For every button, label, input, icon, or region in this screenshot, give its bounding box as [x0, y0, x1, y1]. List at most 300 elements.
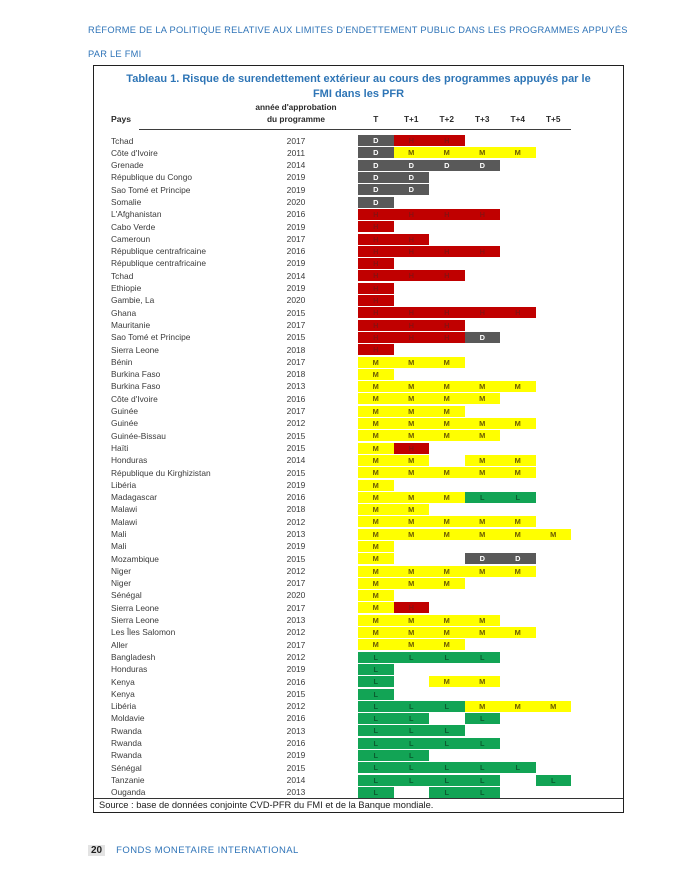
table-row [94, 344, 623, 356]
risk-cell-h: H [429, 307, 465, 318]
risk-cell-h: H [465, 307, 501, 318]
table-row [94, 626, 623, 638]
risk-cell-m: M [358, 430, 394, 441]
table-row [94, 171, 623, 183]
risk-cell-m: M [358, 553, 394, 564]
risk-cell-h: H [358, 221, 394, 232]
table-row [94, 368, 623, 380]
risk-cell-l: L [394, 713, 430, 724]
risk-cell-m: M [465, 516, 501, 527]
risk-cell-m: M [429, 516, 465, 527]
table-row [94, 356, 623, 368]
running-header-line1: RÉFORME DE LA POLITIQUE RELATIVE AUX LIMITES D'ENDETTEMENT PUBLIC DANS LES PROGRAMMES APPUYÉS [88, 25, 628, 35]
risk-cell-m: M [429, 492, 465, 503]
table-row [94, 725, 623, 737]
risk-cell-m: M [394, 492, 430, 503]
program-year: 2016 [286, 246, 306, 257]
risk-cell-d: D [394, 184, 430, 195]
table-row [94, 270, 623, 282]
risk-cell-m: M [465, 455, 501, 466]
table-row [94, 184, 623, 196]
risk-cell-m: M [358, 418, 394, 429]
country-label: Rwanda [111, 725, 142, 736]
risk-cell-l: L [394, 738, 430, 749]
risk-cell-l: L [429, 775, 465, 786]
risk-cell-m: M [358, 480, 394, 491]
risk-cell-l: L [358, 713, 394, 724]
risk-cell-h: H [358, 283, 394, 294]
country-label: Malawi [111, 504, 138, 515]
risk-cell-d: D [358, 160, 394, 171]
risk-cell-d: D [394, 160, 430, 171]
risk-cell-h: H [358, 320, 394, 331]
risk-cell-d: D [358, 172, 394, 183]
country-label: Tchad [111, 135, 134, 146]
risk-cell-m: M [500, 147, 536, 158]
country-label: République du Kirghizistan [111, 467, 211, 478]
risk-cell-d: D [394, 172, 430, 183]
risk-cell-m: M [358, 406, 394, 417]
col-header-t: T [373, 114, 379, 124]
risk-cell-h: H [394, 320, 430, 331]
program-year: 2017 [286, 319, 306, 330]
risk-cell-d: D [358, 147, 394, 158]
risk-cell-m: M [536, 701, 572, 712]
program-year: 2014 [286, 774, 306, 785]
risk-cell-l: L [358, 664, 394, 675]
country-label: Tanzanie [111, 774, 145, 785]
program-year: 2012 [286, 516, 306, 527]
country-label: Malawi [111, 516, 138, 527]
risk-cell-d: D [465, 332, 501, 343]
risk-cell-m: M [465, 615, 501, 626]
table-row [94, 467, 623, 479]
program-year: 2016 [286, 492, 306, 503]
country-label: Sierra Leone [111, 615, 159, 626]
risk-cell-m: M [394, 357, 430, 368]
country-label: Cameroun [111, 233, 151, 244]
risk-cell-l: L [465, 787, 501, 798]
program-year: 2013 [286, 787, 306, 798]
risk-cell-m: M [500, 455, 536, 466]
risk-cell-m: M [429, 381, 465, 392]
col-header-tplus4: T+4 [510, 114, 526, 124]
program-year: 2013 [286, 615, 306, 626]
program-year: 2020 [286, 295, 306, 306]
program-year: 2017 [286, 578, 306, 589]
program-year: 2014 [286, 160, 306, 171]
table-row [94, 393, 623, 405]
country-label: Sierra Leone [111, 344, 159, 355]
country-label: Sénégal [111, 590, 142, 601]
risk-cell-m: M [500, 701, 536, 712]
risk-cell-m: M [394, 418, 430, 429]
col-header-tplus1: T+1 [403, 114, 419, 124]
risk-cell-m: M [429, 357, 465, 368]
table-row [94, 614, 623, 626]
risk-cell-m: M [394, 504, 430, 515]
risk-cell-m: M [394, 430, 430, 441]
table-row [94, 159, 623, 171]
country-label: Gambie, La [111, 295, 155, 306]
risk-cell-l: L [358, 701, 394, 712]
country-label: République centrafricaine [111, 246, 206, 257]
risk-cell-m: M [394, 381, 430, 392]
program-year: 2012 [286, 701, 306, 712]
program-year: 2019 [286, 258, 306, 269]
risk-cell-h: H [394, 209, 430, 220]
risk-cell-m: M [465, 147, 501, 158]
program-year: 2015 [286, 553, 306, 564]
table-row [94, 663, 623, 675]
risk-cell-l: L [500, 762, 536, 773]
risk-cell-m: M [358, 492, 394, 503]
country-label: Mozambique [111, 553, 159, 564]
col-header-tplus2: T+2 [439, 114, 455, 124]
risk-cell-m: M [358, 615, 394, 626]
table-row [94, 516, 623, 528]
risk-cell-h: H [394, 270, 430, 281]
program-year: 2013 [286, 381, 306, 392]
country-label: Sao Tomé et Principe [111, 332, 191, 343]
country-label: Honduras [111, 455, 148, 466]
risk-cell-h: H [358, 270, 394, 281]
table-row [94, 135, 623, 147]
risk-cell-m: M [358, 381, 394, 392]
risk-cell-h: H [394, 135, 430, 146]
risk-cell-m: M [358, 516, 394, 527]
risk-cell-l: L [465, 762, 501, 773]
risk-cell-l: L [429, 701, 465, 712]
running-header [88, 18, 628, 66]
risk-cell-d: D [500, 553, 536, 564]
risk-cell-h: H [358, 246, 394, 257]
country-label: Côte d'Ivoire [111, 147, 158, 158]
risk-cell-m: M [465, 381, 501, 392]
table-row [94, 688, 623, 700]
table-title [94, 72, 623, 102]
program-year: 2017 [286, 356, 306, 367]
risk-cell-l: L [358, 762, 394, 773]
country-label: Burkina Faso [111, 369, 161, 380]
risk-cell-h: H [429, 332, 465, 343]
table-row [94, 479, 623, 491]
risk-cell-m: M [429, 393, 465, 404]
period-headers [94, 114, 623, 126]
running-header-line2: PAR LE FMI [88, 49, 142, 59]
country-label: Mali [111, 529, 127, 539]
program-year: 2013 [286, 529, 306, 539]
country-label: Kenya [111, 676, 135, 687]
page-footer [88, 845, 299, 856]
country-label: L'Afghanistan [111, 209, 162, 220]
program-year: 2019 [286, 221, 306, 232]
risk-cell-d: D [358, 184, 394, 195]
country-label: Sao Tomé et Principe [111, 184, 191, 195]
risk-cell-h: H [500, 307, 536, 318]
risk-cell-h: H [358, 209, 394, 220]
risk-cell-h: H [465, 209, 501, 220]
table-row [94, 319, 623, 331]
program-year: 2019 [286, 541, 306, 552]
country-label: Tchad [111, 270, 134, 281]
risk-cell-h: H [358, 344, 394, 355]
country-label: Grenade [111, 160, 144, 171]
risk-cell-m: M [394, 578, 430, 589]
table-row [94, 208, 623, 220]
program-year: 2012 [286, 565, 306, 576]
country-label: Rwanda [111, 750, 142, 761]
table-row [94, 245, 623, 257]
risk-cell-m: M [429, 529, 465, 540]
risk-cell-m: M [536, 529, 572, 540]
country-label: Niger [111, 565, 132, 576]
table-row [94, 331, 623, 343]
risk-cell-m: M [429, 578, 465, 589]
risk-cell-h: H [358, 332, 394, 343]
program-year: 2019 [286, 172, 306, 183]
col-header-pays: Pays [111, 114, 132, 124]
risk-cell-l: L [394, 750, 430, 761]
risk-cell-l: L [358, 787, 394, 798]
col-header-tplus3: T+3 [474, 114, 490, 124]
country-label: Sierra Leone [111, 602, 159, 613]
risk-cell-l: L [394, 701, 430, 712]
risk-cell-l: L [358, 689, 394, 700]
risk-cell-m: M [465, 676, 501, 687]
risk-cell-m: M [358, 578, 394, 589]
program-year: 2015 [286, 688, 306, 699]
risk-cell-l: L [358, 676, 394, 687]
risk-cell-l: L [358, 750, 394, 761]
program-year: 2014 [286, 455, 306, 466]
program-year: 2017 [286, 602, 306, 613]
table-rows [94, 135, 623, 799]
country-label: Ouganda [111, 787, 146, 798]
risk-cell-m: M [429, 566, 465, 577]
risk-cell-h: H [429, 135, 465, 146]
risk-cell-l: L [394, 725, 430, 736]
program-year: 2019 [286, 184, 306, 195]
country-label: Les Îles Salomon [111, 627, 176, 638]
risk-cell-m: M [500, 529, 536, 540]
risk-cell-h: H [429, 246, 465, 257]
table-row [94, 639, 623, 651]
col-header-annee-line2: du programme [266, 113, 326, 124]
risk-cell-h: H [394, 602, 430, 613]
program-year: 2015 [286, 332, 306, 343]
risk-cell-l: L [465, 652, 501, 663]
program-year: 2019 [286, 479, 306, 490]
table-row [94, 503, 623, 515]
risk-cell-m: M [465, 393, 501, 404]
risk-cell-m: M [429, 418, 465, 429]
table-row [94, 553, 623, 565]
table-title-line1: Tableau 1. Risque de surendettement extérieur au cours des programmes appuyés par le [126, 73, 591, 85]
risk-cell-m: M [429, 639, 465, 650]
risk-cell-m: M [465, 467, 501, 478]
risk-cell-m: M [358, 602, 394, 613]
table-row [94, 221, 623, 233]
risk-cell-m: M [429, 430, 465, 441]
risk-cell-m: M [465, 627, 501, 638]
program-year: 2018 [286, 369, 306, 380]
table-1-box [93, 65, 624, 813]
risk-cell-m: M [429, 147, 465, 158]
table-row [94, 196, 623, 208]
program-year: 2011 [286, 147, 305, 158]
risk-cell-h: H [429, 270, 465, 281]
risk-cell-l: L [500, 492, 536, 503]
risk-cell-l: L [429, 762, 465, 773]
risk-cell-m: M [465, 418, 501, 429]
country-label: Moldavie [111, 713, 145, 724]
table-row [94, 749, 623, 761]
table-row [94, 774, 623, 786]
program-year: 2017 [286, 639, 306, 650]
table-row [94, 294, 623, 306]
risk-cell-d: D [358, 197, 394, 208]
risk-cell-m: M [394, 467, 430, 478]
risk-cell-h: H [394, 234, 430, 245]
country-label: Honduras [111, 664, 148, 675]
country-label: Libéria [111, 479, 137, 490]
program-year: 2016 [286, 676, 306, 687]
risk-cell-m: M [358, 529, 394, 540]
country-label: Madagascar [111, 492, 158, 503]
page-number: 20 [88, 845, 105, 856]
table-row [94, 712, 623, 724]
country-label: Mali [111, 541, 127, 552]
risk-cell-m: M [394, 566, 430, 577]
table-row [94, 417, 623, 429]
table-row [94, 282, 623, 294]
country-label: Guinée-Bissau [111, 430, 166, 441]
program-year: 2015 [286, 442, 306, 453]
table-row [94, 602, 623, 614]
risk-cell-l: L [394, 775, 430, 786]
risk-cell-m: M [394, 455, 430, 466]
program-year: 2016 [286, 209, 306, 220]
country-label: Burkina Faso [111, 381, 161, 392]
country-label: République centrafricaine [111, 258, 206, 269]
program-year: 2017 [286, 233, 306, 244]
risk-cell-m: M [500, 566, 536, 577]
risk-cell-m: M [500, 516, 536, 527]
publisher-label: FONDS MONETAIRE INTERNATIONAL [116, 845, 299, 856]
country-label: Bangladesh [111, 651, 156, 662]
risk-cell-l: L [358, 738, 394, 749]
table-row [94, 257, 623, 269]
risk-cell-m: M [394, 639, 430, 650]
table-row [94, 307, 623, 319]
program-year: 2019 [286, 664, 306, 675]
table-row [94, 540, 623, 552]
table-row [94, 589, 623, 601]
program-year: 2018 [286, 504, 306, 515]
risk-cell-m: M [465, 566, 501, 577]
country-label: Aller [111, 639, 128, 650]
risk-cell-m: M [429, 627, 465, 638]
risk-cell-m: M [429, 467, 465, 478]
risk-cell-l: L [358, 775, 394, 786]
table-row [94, 233, 623, 245]
program-year: 2017 [286, 406, 306, 417]
country-label: Guinée [111, 418, 139, 429]
country-label: Guinée [111, 406, 139, 417]
risk-cell-l: L [465, 713, 501, 724]
risk-cell-m: M [358, 504, 394, 515]
risk-cell-l: L [536, 775, 572, 786]
risk-cell-m: M [394, 147, 430, 158]
risk-cell-m: M [358, 443, 394, 454]
risk-cell-h: H [358, 258, 394, 269]
country-label: Ethiopie [111, 283, 142, 294]
risk-cell-m: M [394, 516, 430, 527]
program-year: 2020 [286, 590, 306, 601]
table-row [94, 737, 623, 749]
program-year: 2012 [286, 418, 306, 429]
table-row [94, 700, 623, 712]
risk-cell-d: D [429, 160, 465, 171]
risk-cell-h: H [394, 246, 430, 257]
risk-cell-m: M [358, 357, 394, 368]
country-label: Bénin [111, 356, 133, 367]
country-label: République du Congo [111, 172, 193, 183]
risk-cell-m: M [465, 529, 501, 540]
risk-cell-m: M [394, 615, 430, 626]
header-divider [139, 129, 571, 130]
risk-cell-l: L [358, 652, 394, 663]
risk-cell-l: L [394, 762, 430, 773]
country-label: Ghana [111, 307, 137, 318]
risk-cell-l: L [394, 652, 430, 663]
risk-cell-l: L [358, 725, 394, 736]
risk-cell-m: M [358, 455, 394, 466]
table-row [94, 565, 623, 577]
risk-cell-h: H [358, 307, 394, 318]
program-year: 2015 [286, 762, 306, 773]
table-row [94, 405, 623, 417]
table-row [94, 491, 623, 503]
table-title-line2: FMI dans les PFR [312, 88, 405, 100]
risk-cell-l: L [429, 787, 465, 798]
col-header-tplus5: T+5 [545, 114, 561, 124]
table-row [94, 651, 623, 663]
risk-cell-h: H [429, 209, 465, 220]
risk-cell-h: H [358, 295, 394, 306]
country-label: Sénégal [111, 762, 142, 773]
country-label: Mauritanie [111, 319, 151, 330]
risk-cell-l: L [465, 738, 501, 749]
country-label: Niger [111, 578, 132, 589]
risk-cell-l: L [429, 725, 465, 736]
risk-cell-m: M [358, 590, 394, 601]
program-year: 2019 [286, 750, 306, 761]
table-row [94, 676, 623, 688]
risk-cell-h: H [394, 332, 430, 343]
risk-cell-d: D [358, 135, 394, 146]
risk-cell-m: M [500, 418, 536, 429]
table-row [94, 577, 623, 589]
risk-cell-l: L [429, 652, 465, 663]
risk-cell-d: D [465, 553, 501, 564]
risk-cell-l: L [465, 492, 501, 503]
risk-cell-m: M [500, 381, 536, 392]
table-row [94, 380, 623, 392]
risk-cell-m: M [358, 566, 394, 577]
risk-cell-h: H [394, 443, 430, 454]
